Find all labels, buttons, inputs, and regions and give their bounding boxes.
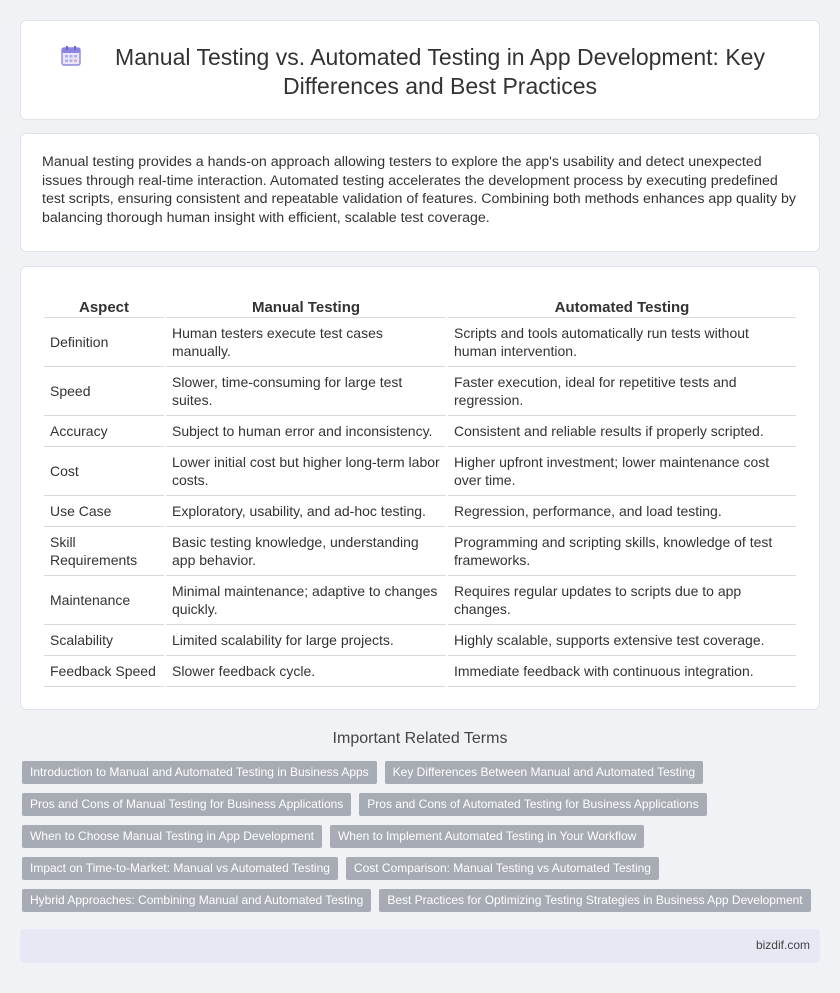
row-automated: Programming and scripting skills, knowledge of test frameworks. — [448, 527, 796, 576]
row-manual: Subject to human error and inconsistency. — [166, 416, 446, 447]
comparison-card — [20, 266, 820, 710]
intro-card — [20, 133, 820, 252]
related-terms-list — [22, 761, 822, 921]
row-aspect: Use Case — [44, 496, 164, 527]
footer-site-name[interactable]: bizdif.com — [755, 938, 810, 952]
related-term-link[interactable]: Pros and Cons of Manual Testing for Business Applications — [22, 793, 351, 816]
row-aspect: Skill Requirements — [44, 527, 164, 576]
row-aspect: Speed — [44, 367, 164, 416]
row-aspect: Definition — [44, 318, 164, 367]
related-term-link[interactable]: When to Choose Manual Testing in App Development — [22, 825, 322, 848]
row-manual: Basic testing knowledge, understanding app behavior. — [166, 527, 446, 576]
row-manual: Exploratory, usability, and ad-hoc testing. — [166, 496, 446, 527]
table-row — [44, 367, 796, 416]
tag-row — [22, 793, 822, 816]
table-row — [44, 625, 796, 656]
table-row — [44, 527, 796, 576]
intro-paragraph: Manual testing provides a hands-on approach allowing testers to explore the app's usability and detect unexpected issues through real-time interaction. Automated testing accelerates the development process by executing predefined test scripts, ensuring consistent and repeatable validation of features. Combining both methods enhances app quality by balancing thorough human insight with efficient, scalable test coverage. — [42, 154, 796, 226]
related-term-link[interactable]: Hybrid Approaches: Combining Manual and Automated Testing — [22, 889, 371, 912]
page-title: Manual Testing vs. Automated Testing in App Development: Key Differences and Best Practices — [115, 44, 765, 99]
row-aspect: Accuracy — [44, 416, 164, 447]
table-header-row — [44, 298, 796, 318]
row-automated: Higher upfront investment; lower maintenance cost over time. — [448, 447, 796, 496]
row-automated: Immediate feedback with continuous integration. — [448, 656, 796, 687]
tag-row — [22, 857, 822, 880]
row-aspect: Maintenance — [44, 576, 164, 625]
row-aspect: Scalability — [44, 625, 164, 656]
related-term-link[interactable]: Pros and Cons of Automated Testing for Business Applications — [359, 793, 706, 816]
related-term-link[interactable]: Key Differences Between Manual and Automated Testing — [385, 761, 703, 784]
footer — [20, 929, 820, 963]
table-row — [44, 496, 796, 527]
row-manual: Limited scalability for large projects. — [166, 625, 446, 656]
row-manual: Slower, time-consuming for large test suites. — [166, 367, 446, 416]
comparison-table — [42, 298, 798, 687]
table-row — [44, 318, 796, 367]
row-automated: Consistent and reliable results if properly scripted. — [448, 416, 796, 447]
related-term-link[interactable]: When to Implement Automated Testing in Your Workflow — [330, 825, 644, 848]
table-row — [44, 416, 796, 447]
tag-row — [22, 761, 822, 784]
row-manual: Human testers execute test cases manually. — [166, 318, 446, 367]
row-aspect: Cost — [44, 447, 164, 496]
row-manual: Minimal maintenance; adaptive to changes quickly. — [166, 576, 446, 625]
related-term-link[interactable]: Introduction to Manual and Automated Testing in Business Apps — [22, 761, 377, 784]
table-row — [44, 447, 796, 496]
row-automated: Regression, performance, and load testing. — [448, 496, 796, 527]
title-card — [20, 20, 820, 120]
row-automated: Requires regular updates to scripts due to app changes. — [448, 576, 796, 625]
tag-row — [22, 889, 822, 912]
related-terms-heading: Important Related Terms — [332, 730, 508, 747]
related-term-link[interactable]: Cost Comparison: Manual Testing vs Automated Testing — [346, 857, 659, 880]
related-term-link[interactable]: Best Practices for Optimizing Testing Strategies in Business App Development — [379, 889, 810, 912]
header-automated: Automated Testing — [448, 298, 796, 318]
row-automated: Scripts and tools automatically run tests without human intervention. — [448, 318, 796, 367]
table-row — [44, 576, 796, 625]
header-aspect: Aspect — [44, 298, 164, 318]
row-manual: Lower initial cost but higher long-term labor costs. — [166, 447, 446, 496]
related-term-link[interactable]: Impact on Time-to-Market: Manual vs Automated Testing — [22, 857, 338, 880]
table-row — [44, 656, 796, 687]
row-aspect: Feedback Speed — [44, 656, 164, 687]
row-automated: Faster execution, ideal for repetitive tests and regression. — [448, 367, 796, 416]
row-automated: Highly scalable, supports extensive test coverage. — [448, 625, 796, 656]
tag-row — [22, 825, 822, 848]
header-manual: Manual Testing — [166, 298, 446, 318]
row-manual: Slower feedback cycle. — [166, 656, 446, 687]
